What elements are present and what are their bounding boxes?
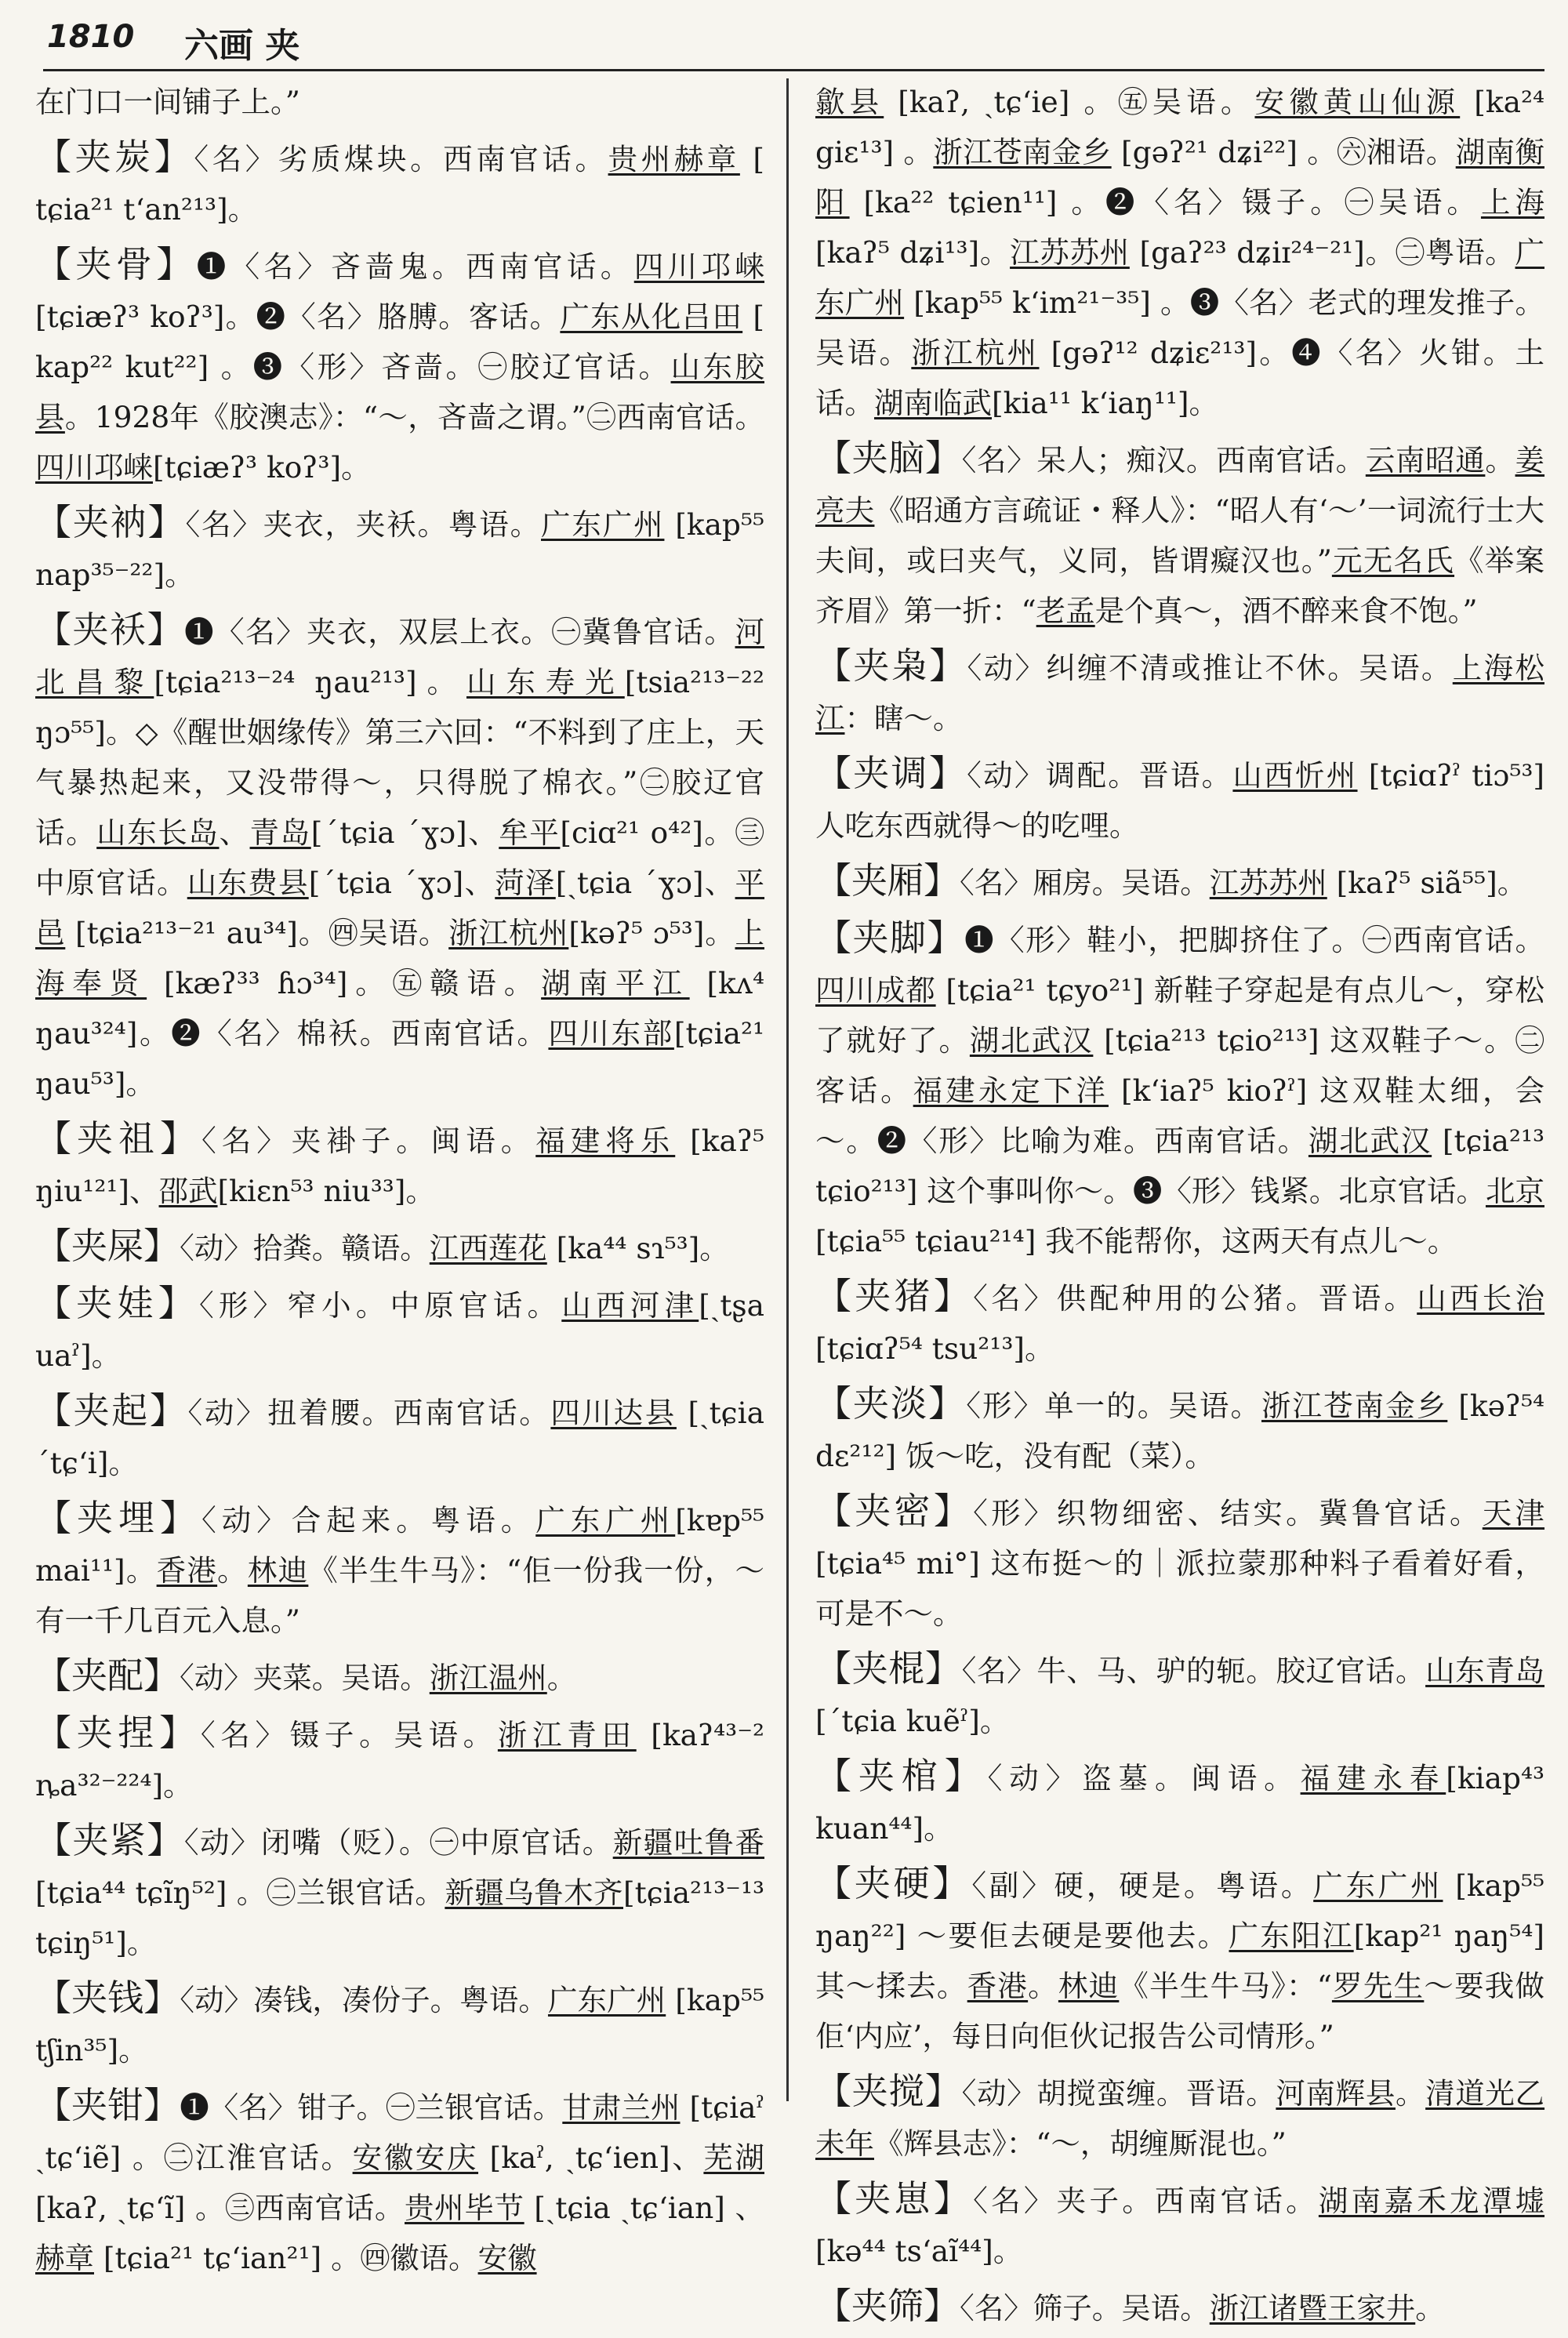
entry-headword: 【夹调】: [815, 752, 967, 794]
definition-text: ：瞎～。: [844, 701, 963, 735]
place-or-source-name: 湖北武汉: [1308, 1124, 1432, 1158]
place-or-source-name: 湖北武汉: [969, 1023, 1094, 1058]
definition-text: [kə⁴⁴ tsʻaĩ⁴⁴]。: [815, 2234, 1023, 2268]
dictionary-entry: [35, 2080, 764, 2283]
definition-text: [tɕia²¹³ tɕio²¹³] 这个事叫你～。❸〈形〉钱紧。北京官话。: [815, 1124, 1545, 1208]
definition-text: [kæʔ³³ ɦɔ³⁴]。㊄赣语。: [147, 966, 542, 1000]
definition-text: [tɕia²¹³⁻²¹ au³⁴]。㊃吴语。: [65, 916, 449, 950]
definition-text: [kap⁵⁵ nap³⁵⁻²²]。: [35, 507, 764, 592]
dictionary-entry: [35, 1708, 764, 1810]
entry-headword: 【夹枭】: [815, 644, 967, 687]
definition-text: [kəʔ⁵⁴ dɛ²¹²] 饭～吃，没有配（菜）。: [815, 1389, 1545, 1473]
definition-text: 。: [1395, 2076, 1426, 2111]
place-or-source-name: 广东从化吕田: [560, 300, 743, 334]
place-or-source-name: 贵州赫章: [608, 142, 740, 176]
dictionary-entry: [815, 855, 1544, 908]
definition-text: ❶〈名〉钳子。㊀兰银官话。: [180, 2090, 563, 2125]
definition-text: [kaʔ⁴³⁻² ȵa³²⁻²²⁴]。: [35, 1718, 765, 1803]
place-or-source-name: 福建永定下洋: [913, 1073, 1109, 1108]
place-or-source-name: 北京: [1485, 1174, 1544, 1208]
place-or-source-name: 上海: [1480, 185, 1545, 220]
definition-text: 〈动〉夹菜。吴语。: [180, 1661, 430, 1695]
definition-text: 〈动〉调配。晋语。: [967, 758, 1233, 793]
place-or-source-name: 新疆吐鲁番: [612, 1825, 765, 1860]
definition-text: 《举案齐眉》第一折：“: [815, 543, 1545, 628]
place-or-source-name: 湖南嘉禾龙潭墟: [1318, 2184, 1545, 2218]
page-number: 1810: [47, 19, 135, 55]
entry-headword: 【夹衲】: [35, 501, 186, 543]
dictionary-entry: [815, 2173, 1544, 2276]
definition-text: 。: [1415, 2291, 1445, 2325]
definition-text: [kaʔ, ˏtɕʻie] 。㊄吴语。: [884, 85, 1255, 119]
definition-text: [gəʔ²¹ dʑi²²] 。㊅湘语。: [1111, 135, 1456, 169]
definition-text: 《辉县志》：“～，胡缠厮混也。”: [874, 2126, 1287, 2161]
place-or-source-name: 平邑: [35, 866, 765, 950]
definition-text: [gəʔ¹² dʑiɛ²¹³]。❹〈名〉火钳。土话。: [815, 336, 1545, 420]
place-or-source-name: 安徽安庆: [352, 2140, 479, 2175]
place-or-source-name: 菏泽: [495, 866, 556, 900]
definition-text: ❶〈名〉吝啬鬼。西南官话。: [196, 249, 634, 284]
dictionary-entry: [35, 1493, 764, 1646]
place-or-source-name: 元无名氏: [1331, 543, 1455, 578]
definition-text: [ˊtɕia kuẽˀ]。: [815, 1704, 1010, 1738]
dictionary-entry: [815, 913, 1544, 1266]
continuation-text: [815, 77, 1544, 428]
place-or-source-name: 山东青岛: [1425, 1654, 1545, 1688]
entry-headword: 【夹猪】: [815, 1275, 974, 1317]
definition-text: [ˏtɕia ˊɣɔ]、: [555, 866, 735, 900]
definition-text: [kiɛn⁵³ niu³³]。: [217, 1174, 435, 1208]
place-or-source-name: 罗先生: [1331, 1969, 1425, 2003]
place-or-source-name: 新疆乌鲁木齐: [445, 1875, 623, 1910]
place-or-source-name: 浙江温州: [429, 1661, 547, 1695]
place-or-source-name: 安徽黄山仙源: [1254, 85, 1461, 119]
place-or-source-name: 山西长治: [1417, 1281, 1545, 1316]
place-or-source-name: 浙江杭州: [448, 916, 569, 950]
definition-text: [ˏtɕia ˏtɕʻian] 、: [524, 2191, 765, 2225]
entry-headword: 【夹袄】: [35, 608, 185, 651]
definition-text: 〈形〉织物细密、结实。冀鲁官话。: [973, 1496, 1483, 1530]
definition-text: [ˏtɕia ˊtɕʻi]。: [35, 1396, 764, 1480]
dictionary-entry: [35, 604, 764, 1109]
definition-text: [tɕiɑʔˀ tiɔ⁵³] 人吃东西就得～的吃哩。: [815, 758, 1545, 843]
right-column: [815, 77, 1544, 2338]
definition-text: 〈形〉窄小。中原官话。: [198, 1288, 562, 1323]
definition-text: [ tɕia²¹ tʻan²¹³]。: [35, 142, 765, 227]
place-or-source-name: 歙县: [815, 85, 884, 119]
definition-text: [kɐp⁵⁵ mai¹¹]。: [35, 1503, 765, 1588]
dictionary-entry: [815, 1643, 1544, 1746]
definition-text: 〈副〉硬，硬是。粤语。: [971, 1868, 1314, 1903]
definition-text: [kaˀ, ˏtɕʻien]、: [478, 2140, 704, 2175]
place-or-source-name: 广东广州: [541, 507, 665, 542]
dictionary-entry: [815, 641, 1544, 743]
definition-text: [tsia²¹³⁻²² ŋɔ⁵⁵]。◇《醒世姻缘传》第三六回：“不料到了庄上，天气暴热起来，又没带得～，只得脱了棉衣。”㊁胶辽官话。: [35, 665, 765, 850]
definition-text: [tɕiæʔ³ koʔ³]。: [153, 450, 371, 485]
place-or-source-name: 江西莲花: [429, 1231, 547, 1265]
place-or-source-name: 福建永春: [1300, 1761, 1446, 1795]
place-or-source-name: 山西忻州: [1232, 758, 1358, 793]
dictionary-entry: [35, 497, 764, 600]
place-or-source-name: 广东广州: [1313, 1868, 1443, 1903]
entry-headword: 【夹钱】: [35, 1977, 180, 2019]
definition-text: 〈名〉牛、马、驴的轭。胶辽官话。: [961, 1654, 1426, 1688]
place-or-source-name: 老孟: [1036, 594, 1095, 628]
dictionary-entry: [35, 239, 764, 492]
entry-headword: 【夹密】: [815, 1490, 974, 1532]
definition-text: [tɕiɑʔ⁵⁴ tsu²¹³]。: [815, 1331, 1054, 1366]
entry-headword: 【夹脚】: [815, 917, 965, 959]
definition-text: [kaʔ⁵ siã⁵⁵]。: [1327, 866, 1527, 900]
place-or-source-name: 四川达县: [550, 1396, 677, 1430]
dictionary-entry: [815, 2281, 1544, 2333]
definition-text: [kap²¹ ŋaŋ⁵⁴] 其～揉去。: [815, 1919, 1545, 2003]
definition-text: [tɕia⁴⁴ tɕĩŋ⁵²] 。㊁兰银官话。: [35, 1875, 445, 1910]
definition-text: [ka²² tɕien¹¹] 。❷〈名〉镊子。㊀吴语。: [849, 185, 1481, 220]
place-or-source-name: 江苏苏州: [1010, 235, 1130, 270]
definition-text: 〈动〉扭着腰。西南官话。: [187, 1396, 551, 1430]
entry-headword: 【夹搅】: [815, 2070, 962, 2112]
dictionary-entry: [35, 1221, 764, 1273]
dictionary-entry: [815, 1858, 1544, 2061]
place-or-source-name: 湖南平江: [541, 966, 690, 1000]
place-or-source-name: 香港: [967, 1969, 1029, 2003]
definition-text: 〈名〉厢房。吴语。: [960, 866, 1210, 900]
dictionary-entry: [815, 1271, 1544, 1374]
definition-text: 〈动〉凑钱，凑份子。粤语。: [180, 1983, 548, 2017]
entry-headword: 【夹钳】: [35, 2084, 180, 2126]
dictionary-entry: [35, 1815, 764, 1968]
place-or-source-name: 山东费县: [187, 866, 309, 900]
place-or-source-name: 广东广州: [815, 235, 1544, 320]
definition-text: 〈名〉镊子。吴语。: [200, 1718, 498, 1752]
place-or-source-name: 安徽: [477, 2241, 537, 2275]
definition-text: [tɕia²¹ tɕyo²¹] 新鞋子穿起是有点儿～，穿松了就好了。: [815, 973, 1544, 1058]
entry-headword: 【夹骨】: [35, 243, 197, 285]
definition-text: ～要我做佢‘内应’，每日向佢伙记报告公司情形。”: [815, 1969, 1545, 2053]
definition-text: [tɕia²¹³⁻²⁴ ŋau²¹³]。: [154, 665, 466, 699]
entry-headword: 【夹紧】: [35, 1819, 184, 1861]
place-or-source-name: 姜亮夫: [815, 443, 1545, 528]
definition-text: 是个真～，酒不醉来食不饱。”: [1094, 594, 1478, 628]
place-or-source-name: 江苏苏州: [1209, 866, 1327, 900]
place-or-source-name: 山西河津: [561, 1288, 699, 1323]
place-or-source-name: 广东广州: [535, 1503, 676, 1537]
place-or-source-name: 河南辉县: [1276, 2076, 1396, 2111]
definition-text: 〈动〉闭嘴（贬）。㊀中原官话。: [183, 1825, 613, 1860]
place-or-source-name: 四川东部: [548, 1016, 674, 1051]
entry-headword: 【夹配】: [35, 1654, 180, 1697]
definition-text: 《半生牛马》：“佢一份我一份，～有一千几百元入息。”: [35, 1553, 765, 1638]
definition-text: [tɕia²¹³ tɕio²¹³] 这双鞋子～。㊁客话。: [815, 1023, 1545, 1108]
place-or-source-name: 四川邛崃: [633, 249, 765, 284]
section-title: 六画 夹: [184, 26, 300, 66]
definition-text: [kʌ⁴ ŋau³²⁴]。❷〈名〉棉袄。西南官话。: [35, 966, 765, 1051]
definition-text: [kʻiaʔ⁵ kioʔˀ] 这双鞋太细，会～。❷〈形〉比喻为难。西南官话。: [815, 1073, 1544, 1158]
definition-text: 〈名〉劣质煤块。西南官话。: [194, 142, 608, 176]
dictionary-entry: [815, 2066, 1544, 2169]
place-or-source-name: 四川邛崃: [35, 450, 153, 485]
entry-headword: 【夹炭】: [35, 136, 194, 178]
dictionary-entry: [35, 1385, 764, 1488]
definition-text: [kiap⁴³ kuan⁴⁴]。: [815, 1761, 1545, 1846]
definition-text: 〈名〉夹子。西南官话。: [973, 2184, 1319, 2218]
place-or-source-name: 芜湖: [703, 2140, 765, 2175]
definition-text: [ˊtɕia ˊɣɔ]、: [308, 866, 495, 900]
definition-text: 《昭通方言疏证・释人》：“昭人有‘～’一词流行士大夫间，或曰夹气，义同，皆谓癡汉也。”: [815, 493, 1545, 578]
definition-text: [gaʔ²³ dʑiɪ²⁴⁻²¹]。㊁粤语。: [1129, 235, 1515, 270]
definition-text: [ˊtɕia ˊɣɔ]、: [310, 815, 499, 850]
place-or-source-name: 浙江诸暨王家井: [1209, 2291, 1416, 2325]
place-or-source-name: 河北昌黎: [35, 615, 765, 699]
definition-text: 。: [217, 1553, 248, 1588]
place-or-source-name: 湖南衡阳: [815, 135, 1544, 220]
place-or-source-name: 浙江青田: [497, 1718, 637, 1752]
dictionary-entry: [35, 1973, 764, 2075]
place-or-source-name: 湖南临武: [874, 386, 992, 420]
entry-headword: 【夹棺】: [815, 1755, 988, 1797]
entry-headword: 【夹硬】: [815, 1862, 972, 1904]
place-or-source-name: 浙江苍南金乡: [1261, 1389, 1448, 1423]
place-or-source-name: 清道光乙未年: [815, 2076, 1545, 2161]
place-or-source-name: 林迪: [247, 1553, 309, 1588]
definition-text: [tɕia²¹³⁻¹³ tɕiŋ⁵¹]。: [35, 1875, 765, 1960]
dictionary-entry: [815, 1751, 1544, 1853]
entry-headword: 【夹筛】: [815, 2285, 960, 2327]
place-or-source-name: 青岛: [249, 815, 311, 850]
place-or-source-name: 浙江苍南金乡: [933, 135, 1112, 169]
definition-text: 〈名〉呆人；痴汉。西南官话。: [961, 443, 1366, 477]
definition-text: 。: [1485, 443, 1515, 477]
definition-text: [ kap²² kut²²] 。❸〈形〉吝啬。㊀胶辽官话。: [35, 300, 764, 384]
entry-headword: 【夹厢】: [815, 859, 960, 902]
definition-text: 〈名〉夹衣，夹袄。粤语。: [185, 507, 541, 542]
place-or-source-name: 天津: [1482, 1496, 1545, 1530]
definition-text: 。: [1028, 1969, 1058, 2003]
definition-text: [tɕia²¹ ŋau⁵³]。: [35, 1016, 765, 1101]
entry-headword: 【夹棍】: [815, 1647, 962, 1690]
definition-text: [ˏtʂa uaˀ]。: [35, 1288, 764, 1373]
definition-text: [tɕia⁵⁵ tɕiau²¹⁴] 我不能帮你，这两天有点儿～。: [815, 1224, 1457, 1258]
definition-text: 〈名〉供配种用的公猪。晋语。: [973, 1281, 1417, 1316]
definition-text: [tɕiæʔ³ koʔ³]。❷〈名〉胳膊。客话。: [35, 300, 561, 334]
entry-headword: 【夹淡】: [815, 1382, 967, 1425]
dictionary-entry: [815, 748, 1544, 851]
dictionary-entry: [35, 132, 764, 234]
place-or-source-name: 上海奉贤: [35, 916, 764, 1000]
place-or-source-name: 上海松江: [815, 651, 1544, 735]
place-or-source-name: 林迪: [1058, 1969, 1120, 2003]
place-or-source-name: 广东阳江: [1229, 1919, 1354, 1953]
page-header: [47, 16, 1537, 66]
continuation-text: 在门口一间铺子上。”: [35, 85, 300, 119]
definition-text: 〈名〉筛子。吴语。: [960, 2291, 1210, 2325]
definition-text: 〈名〉夹褂子。闽语。: [201, 1124, 536, 1158]
definition-text: [tɕiaˀ ˏtɕʻiẽ] 。㊁江淮官话。: [35, 2090, 765, 2175]
definition-text: [kia¹¹ kʻiaŋ¹¹]。: [992, 386, 1219, 420]
place-or-source-name: 甘肃兰州: [562, 2090, 681, 2125]
definition-text: [ka⁴⁴ sɿ⁵³]。: [546, 1231, 729, 1265]
definition-text: [ciɑ²¹ o⁴²]。㊂中原官话。: [35, 815, 765, 900]
definition-text: 〈动〉盗墓。闽语。: [987, 1761, 1301, 1795]
definition-text: [kəʔ⁵ ɔ⁵³]。: [568, 916, 735, 950]
entry-headword: 【夹埋】: [35, 1497, 201, 1539]
definition-text: [kaʔ⁵ ŋiu¹²¹]、: [35, 1124, 765, 1208]
definition-text: [kaʔ⁵ dʑi¹³]。: [815, 235, 1011, 270]
definition-text: ❶〈形〉鞋小，把脚挤住了。㊀西南官话。: [964, 923, 1545, 957]
definition-text: [kap⁵⁵ ŋaŋ²²] ～要佢去硬是要他去。: [815, 1868, 1545, 1953]
definition-text: 、: [219, 815, 250, 850]
entry-headword: 【夹起】: [35, 1389, 188, 1432]
dictionary-entry: [35, 1278, 764, 1381]
dictionary-entry: [815, 1486, 1544, 1639]
dictionary-entry: [35, 1113, 764, 1216]
column-divider: [786, 78, 789, 2101]
place-or-source-name: 山东寿光: [466, 665, 625, 699]
dictionary-entry: [35, 1650, 764, 1703]
dictionary-entry: [815, 433, 1544, 636]
definition-text: 〈动〉胡搅蛮缠。晋语。: [961, 2076, 1276, 2111]
entry-headword: 【夹捏】: [35, 1712, 201, 1754]
place-or-source-name: 浙江杭州: [911, 336, 1040, 370]
place-or-source-name: 山东长岛: [96, 815, 220, 850]
place-or-source-name: 广东广州: [547, 1983, 666, 2017]
place-or-source-name: 山东胶县: [35, 350, 764, 434]
place-or-source-name: 四川成都: [815, 973, 936, 1007]
definition-text: 〈动〉拾粪。赣语。: [180, 1231, 430, 1265]
place-or-source-name: 邵武: [158, 1174, 218, 1208]
entry-headword: 【夹屎】: [35, 1225, 180, 1267]
header-rule: [43, 69, 1544, 71]
entry-headword: 【夹祖】: [35, 1117, 201, 1160]
place-or-source-name: 赫章: [35, 2241, 94, 2275]
definition-text: 〈形〉单一的。吴语。: [966, 1389, 1261, 1423]
definition-text: 《半生牛马》：“: [1119, 1969, 1332, 2003]
place-or-source-name: 云南昭通: [1365, 443, 1486, 477]
definition-text: [kaʔ, ˏtɕʻĩ] 。㊂西南官话。: [35, 2191, 405, 2225]
definition-text: ❶〈名〉夹衣，双层上衣。㊀冀鲁官话。: [184, 615, 735, 649]
definition-text: 〈动〉纠缠不清或推让不休。吴语。: [967, 651, 1453, 685]
definition-text: [ka²⁴ giɛ¹³] 。: [815, 85, 1545, 169]
definition-text: [tɕia²¹ tɕʻian²¹] 。㊃徽语。: [94, 2241, 478, 2275]
dictionary-entry: [815, 1378, 1544, 1481]
entry-headword: 【夹娃】: [35, 1282, 199, 1324]
definition-text: 。: [546, 1661, 577, 1695]
definition-text: 。1928年《胶澳志》：“～，吝啬之谓。”㊁西南官话。: [64, 400, 765, 434]
entry-headword: 【夹崽】: [815, 2177, 974, 2220]
definition-text: [kap⁵⁵ kʻim²¹⁻³⁵] 。❸〈名〉老式的理发推子。吴语。: [815, 285, 1545, 370]
place-or-source-name: 贵州毕节: [405, 2191, 524, 2225]
place-or-source-name: 香港: [156, 1553, 218, 1588]
definition-text: [tɕia⁴⁵ mi°] 这布挺～的｜派拉蒙那种料子看着好看，可是不～。: [815, 1546, 1544, 1631]
place-or-source-name: 福建将乐: [535, 1124, 676, 1158]
entry-headword: 【夹脑】: [815, 437, 962, 479]
definition-text: [kap⁵⁵ tʃin³⁵]。: [35, 1983, 765, 2068]
place-or-source-name: 牟平: [499, 815, 561, 850]
left-column: [35, 77, 764, 2288]
definition-text: 〈动〉合起来。粤语。: [201, 1503, 536, 1537]
